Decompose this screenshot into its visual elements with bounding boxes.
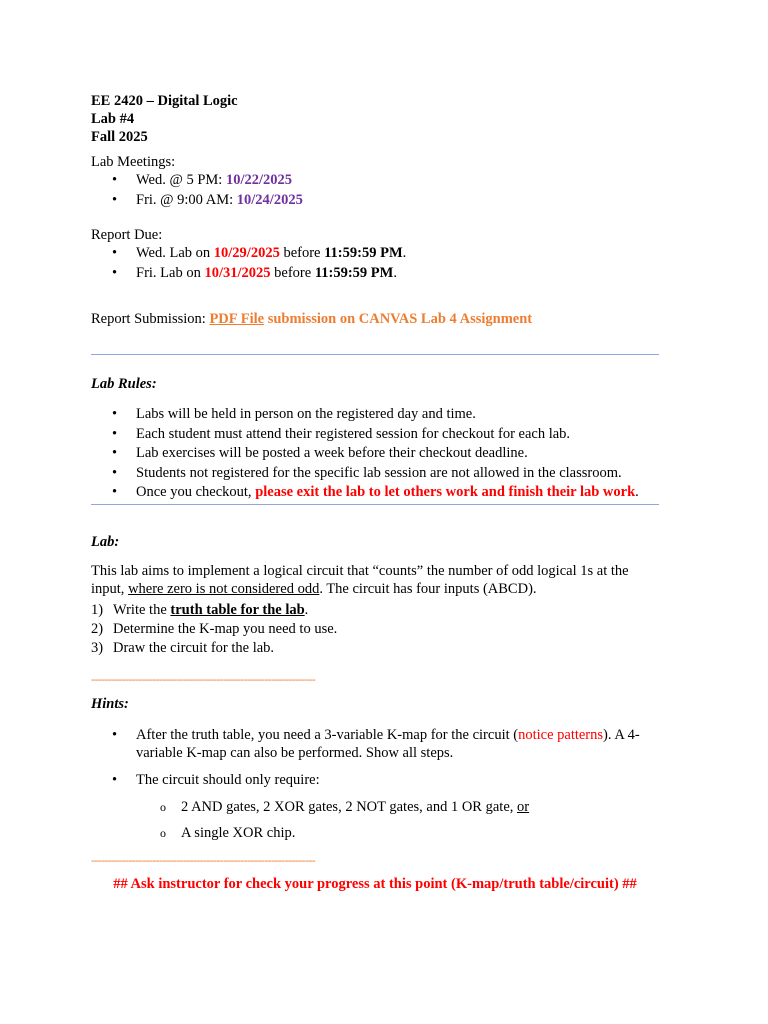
due-prefix: Fri. Lab on — [136, 264, 205, 281]
list-item: • The circuit should only require: — [91, 771, 661, 791]
section-divider — [91, 504, 659, 505]
step-number: 2) — [91, 620, 104, 637]
meeting-day: Fri. @ 9:00 AM: — [136, 191, 237, 208]
submission-detail: submission on CANVAS Lab 4 Assignment — [264, 311, 533, 327]
lab-steps — [91, 601, 661, 659]
lab-rules-heading: Lab Rules: — [91, 376, 157, 392]
due-mid: before — [270, 264, 315, 281]
list-item — [91, 483, 661, 503]
lab-heading: Lab: — [91, 533, 120, 550]
report-due-label: Report Due: — [91, 227, 163, 243]
rule-prefix: Once you checkout, — [136, 484, 256, 500]
intro-text: . The circuit has four inputs (ABCD). — [319, 580, 537, 597]
meetings-label: Lab Meetings: — [91, 154, 176, 170]
list-item — [91, 244, 661, 264]
meeting-day: Wed. @ 5 PM: — [136, 172, 226, 188]
step-number: 1) — [91, 601, 104, 618]
rule-emphasis: please exit the lab to let others work and finish their lab work — [255, 484, 636, 500]
sub-underlined: or — [517, 798, 530, 815]
meeting-date: 10/24/2025 — [236, 191, 303, 208]
sub-text: 2 AND gates, 2 XOR gates, 2 NOT gates, and 1 OR gate, — [181, 798, 517, 815]
list-item — [91, 601, 661, 620]
checkpoint-note: ## Ask instructor for check your progress at this point (K-map/truth table/circuit) ## — [113, 875, 637, 892]
hints-heading: Hints: — [91, 696, 129, 713]
list-item — [91, 191, 661, 211]
step-text: Draw the circuit for the lab. — [113, 640, 275, 657]
hints-list — [91, 726, 661, 791]
section-divider — [91, 354, 659, 355]
course-title: EE 2420 – Digital Logic — [91, 93, 238, 109]
intro-underlined: where zero is not considered odd — [128, 580, 320, 597]
list-item: o A single XOR chip. — [91, 824, 661, 843]
due-mid: before — [279, 245, 325, 261]
term: Fall 2025 — [91, 129, 148, 145]
hint-text: variable K-map can also be performed. Show all steps. — [136, 745, 454, 762]
lab-intro-line-2 — [91, 580, 661, 598]
hint-text: ). A 4- — [603, 727, 640, 744]
due-end: . — [393, 264, 397, 281]
list-item — [91, 639, 661, 658]
rule-end: . — [635, 484, 639, 500]
list-item — [91, 726, 661, 762]
due-end: . — [402, 245, 407, 261]
meeting-date: 10/22/2025 — [225, 172, 292, 188]
report-due-list — [91, 244, 661, 283]
list-item — [91, 798, 661, 817]
meetings-list — [91, 171, 661, 210]
due-date: 10/31/2025 — [204, 264, 271, 281]
step-text: Write the — [113, 601, 171, 618]
hint-text: After the truth table, you need a 3-variable K-map for the circuit ( — [136, 727, 519, 744]
step-number: 3) — [91, 640, 104, 657]
due-time: 11:59:59 PM — [324, 245, 403, 261]
list-item — [91, 264, 661, 284]
due-prefix: Wed. Lab on — [136, 245, 214, 261]
step-end: . — [304, 601, 309, 618]
dashed-divider: ------------------------------------------------------------------ — [91, 672, 316, 687]
report-submission — [91, 310, 661, 328]
list-item: • Students not registered for the specific lab session are not allowed in the classroom. — [91, 464, 661, 484]
list-item — [91, 620, 661, 639]
pdf-file-link[interactable]: PDF File — [209, 311, 265, 327]
intro-text: input, — [91, 580, 129, 597]
due-date: 10/29/2025 — [213, 245, 280, 261]
submission-label: Report Submission: — [91, 311, 210, 327]
document-page — [91, 92, 661, 893]
due-time: 11:59:59 PM — [314, 264, 394, 281]
list-item: • Each student must attend their registered session for checkout for each lab. — [91, 425, 661, 445]
list-item — [91, 171, 661, 191]
dashed-divider: ------------------------------------------------------------------ — [91, 852, 316, 867]
list-item: • Labs will be held in person on the registered day and time. — [91, 405, 661, 425]
step-text: Determine the K-map you need to use. — [113, 620, 338, 637]
list-item: • Lab exercises will be posted a week before their checkout deadline. — [91, 444, 661, 464]
step-bold: truth table for the lab — [170, 601, 305, 618]
lab-intro-line-1: This lab aims to implement a logical circuit that “counts” the number of odd logical 1s at the — [91, 562, 629, 579]
hints-sublist — [91, 798, 661, 843]
lab-rules-list — [91, 405, 661, 503]
hint-emphasis: notice patterns — [518, 727, 604, 744]
lab-number: Lab #4 — [91, 111, 135, 127]
